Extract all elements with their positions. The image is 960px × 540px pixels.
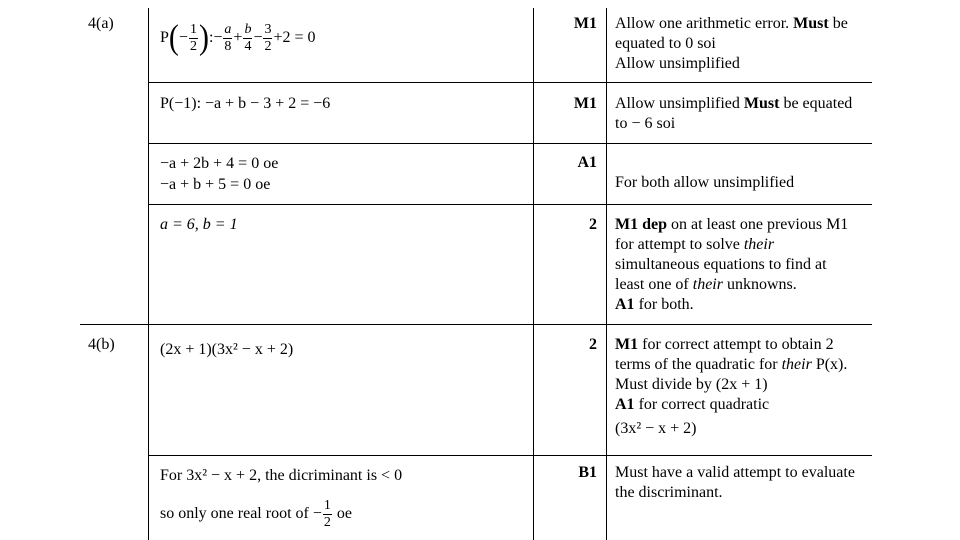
mark-cell: A1 [577,154,597,171]
answer-line: −a + b + 5 = 0 oe [160,176,271,193]
question-number: 4(b) [88,336,115,353]
row-divider [148,455,872,456]
guidance-line: for attempt to solve their [615,236,775,253]
question-number: 4(a) [88,15,114,32]
answer-line: so only one real root of − $\frac{1}{2}$ oe [160,497,352,530]
mark-cell: M1 [573,95,597,112]
answer-cell: (2x + 1)(3x² − x + 2) [160,341,294,358]
mark-cell: 2 [589,336,597,353]
guidance-line: Allow unsimplified Must be equated [615,95,853,112]
mark-cell: M1 [573,15,597,32]
guidance-line: M1 dep on at least one previous M1 [615,216,849,233]
guidance-line: (3x² − x + 2) [615,420,697,437]
guidance-line: least one of their unknowns. [615,276,797,293]
row-divider [148,82,872,83]
guidance-line: Must have a valid attempt to evaluate [615,464,855,481]
column-divider-mark [606,8,607,540]
fraction: $\frac{b}{4}$ [244,21,252,54]
column-divider-answer [533,8,534,540]
answer-line: −a + 2b + 4 = 0 oe [160,155,279,172]
column-divider-question [148,8,149,540]
guidance-line: Must divide by (2x + 1) [615,376,768,393]
answer-label: P [160,29,169,46]
guidance-line: to − 6 soi [615,115,676,132]
guidance-line: For both allow unsimplified [615,174,795,191]
answer-cell: a = 6, b = 1 [160,216,238,233]
answer-line: For 3x² − x + 2, the dicriminant is < 0 [160,467,403,484]
fraction: $\frac{a}{8}$ [224,21,232,54]
guidance-line: A1 for correct quadratic [615,396,770,413]
mark-cell: B1 [578,464,597,481]
right-paren: ) [198,18,209,57]
guidance-line: the discriminant. [615,484,723,501]
row-divider [148,204,872,205]
answer-cell: P(− $\frac{1}{2}$ ):− $\frac{a}{8}$ + $\frac{b}{4}$ − $\frac{3}{2}$ +2 = 0 [160,18,316,57]
guidance-line: Allow unsimplified [615,55,740,72]
guidance-line: equated to 0 soi [615,35,716,52]
row-divider [80,324,872,325]
guidance-line: M1 for correct attempt to obtain 2 [615,336,834,353]
guidance-line: Allow one arithmetic error. Must be [615,15,848,32]
answer-cell: P(−1): −a + b − 3 + 2 = −6 [160,95,331,112]
fraction: $\frac{1}{2}$ [189,21,197,54]
fraction: $\frac{1}{2}$ [323,497,331,530]
fraction: $\frac{3}{2}$ [264,21,272,54]
guidance-line: terms of the quadratic for their P(x). [615,356,848,373]
row-divider [148,143,872,144]
left-paren: ( [168,18,179,57]
answer-colon: : [208,29,214,46]
answer-neg: − [178,29,188,46]
guidance-line: simultaneous equations to find at [615,256,827,273]
guidance-line: A1 for both. [615,296,694,313]
mark-cell: 2 [589,216,597,233]
